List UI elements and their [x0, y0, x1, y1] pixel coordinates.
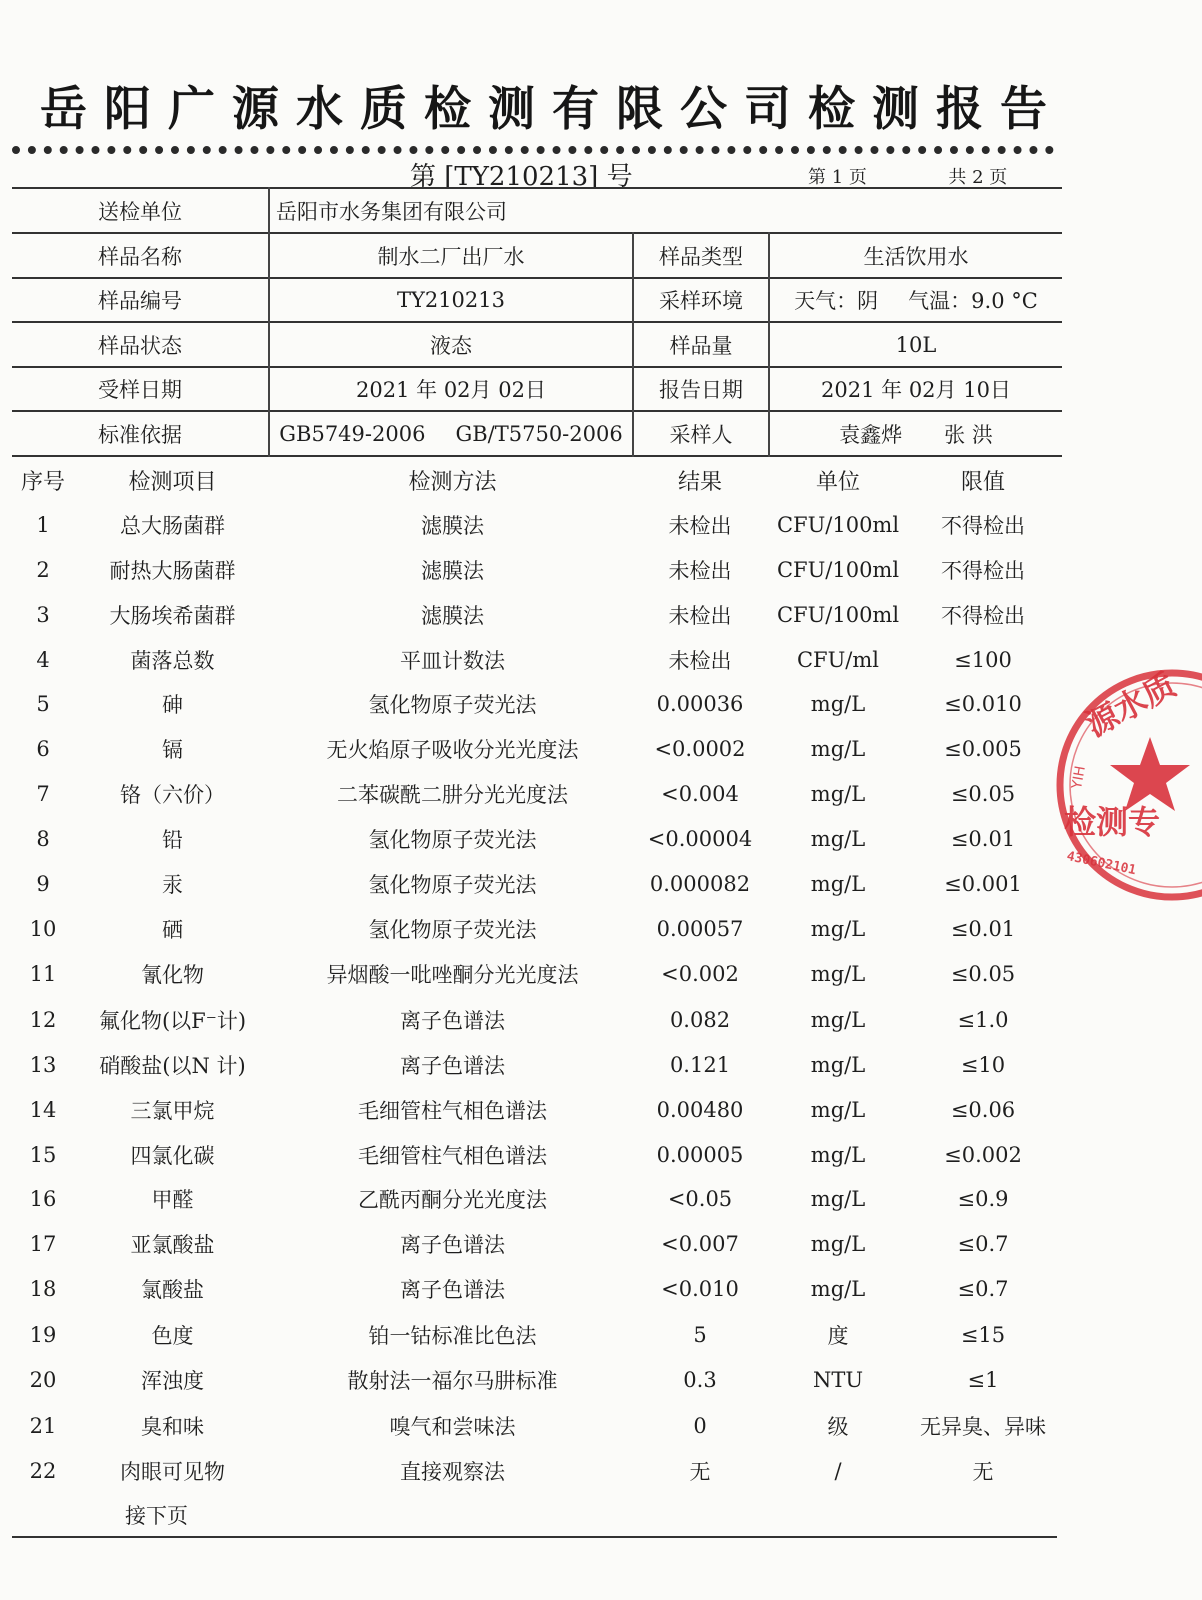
row-unit: NTU [812, 1367, 864, 1392]
sampler-value [770, 412, 1062, 455]
svg-text:源水质: 源水质 [1079, 665, 1183, 745]
row-method: 乙酰丙酮分光光度法 [358, 1187, 547, 1212]
row-result: 0.3 [683, 1367, 717, 1392]
row-method: 二苯碳酰二肼分光光度法 [337, 782, 568, 807]
row-method: 铂一钴标准比色法 [368, 1323, 537, 1348]
row-item: 亚氯酸盐 [130, 1232, 215, 1257]
page-info [808, 163, 1007, 189]
row-limit: 不得检出 [941, 603, 1025, 628]
row-result: 0.00057 [656, 916, 744, 941]
row-item: 氯酸盐 [141, 1277, 204, 1302]
table-row [0, 1176, 1163, 1221]
row-limit: ≤0.005 [944, 736, 1022, 761]
table-row [0, 1221, 1163, 1266]
row-no: 21 [29, 1413, 57, 1438]
row-item: 镉 [162, 737, 183, 762]
row-result: 0.00480 [656, 1097, 744, 1122]
row-unit: CFU/ml [796, 647, 880, 672]
row-item: 甲醛 [151, 1187, 194, 1212]
env-label: 采样环境 [659, 289, 743, 313]
continue-note: 接下页 [125, 1504, 188, 1528]
standard-label: 标准依据 [98, 422, 182, 447]
table-row [0, 906, 1163, 951]
row-unit: CFU/100ml [776, 602, 900, 627]
row-method: 直接观察法 [400, 1459, 505, 1484]
sampler-label: 采样人 [669, 422, 733, 447]
row-result: <0.010 [661, 1276, 739, 1301]
row-method: 异烟酸一吡唑酮分光光度法 [326, 962, 579, 987]
sample-no-label: 样品编号 [98, 289, 182, 313]
row-no: 1 [36, 512, 50, 537]
row-no: 15 [29, 1142, 57, 1167]
row-unit: mg/L [810, 916, 866, 941]
row-item: 四氯化碳 [130, 1143, 215, 1168]
qty-value: 10L [895, 332, 937, 357]
row-method: 平皿计数法 [400, 648, 505, 673]
row-unit: CFU/100ml [776, 512, 900, 537]
row-limit: ≤0.7 [957, 1231, 1009, 1256]
received-value: 2021 年 02月 02日 [356, 378, 546, 402]
row-limit: 无 [972, 1459, 994, 1484]
svg-text:430602101: 430602101 [1065, 848, 1138, 879]
row-result: <0.007 [661, 1231, 739, 1256]
row-no: 17 [29, 1231, 57, 1256]
table-row [0, 1448, 1163, 1493]
row-result: 5 [693, 1322, 707, 1347]
table-row [0, 592, 1163, 637]
row-result: 0.00005 [656, 1142, 744, 1167]
row-no: 14 [29, 1097, 57, 1122]
row-unit: mg/L [810, 1231, 866, 1256]
row-no: 7 [36, 781, 50, 806]
row-item: 总大肠菌群 [120, 513, 225, 538]
row-result: 0.121 [669, 1052, 731, 1077]
report-date-value: 2021 年 02月 10日 [821, 378, 1011, 402]
row-method: 无火焰原子吸收分光光度法 [326, 737, 579, 762]
row-no: 6 [36, 736, 50, 761]
row-result: 0.000082 [649, 871, 751, 896]
row-item: 铅 [162, 827, 183, 852]
table-row [0, 547, 1163, 592]
table-row [0, 1087, 1163, 1132]
bottom-divider [12, 1536, 1057, 1538]
row-method: 氢化物原子荧光法 [368, 872, 537, 897]
row-result: 0.082 [669, 1007, 731, 1032]
row-result: <0.002 [661, 961, 739, 986]
row-unit: mg/L [810, 1142, 866, 1167]
table-row [0, 1132, 1163, 1177]
row-unit: mg/L [810, 1276, 866, 1301]
svg-text:检测专: 检测专 [1064, 803, 1161, 841]
table-row [0, 1312, 1163, 1357]
row-unit: mg/L [810, 1097, 866, 1122]
table-row [0, 816, 1163, 861]
row-unit: 级 [827, 1414, 849, 1439]
sample-name-label: 样品名称 [98, 244, 182, 269]
row-method: 滤膜法 [421, 513, 484, 538]
env-value [770, 279, 1062, 321]
table-row [0, 1357, 1163, 1402]
row-result: 无 [689, 1459, 711, 1484]
row-method: 氢化物原子荧光法 [368, 827, 537, 852]
row-no: 5 [36, 691, 50, 716]
row-result: <0.00004 [647, 826, 753, 851]
env-temp: 气温：9.0 °C [908, 289, 1038, 313]
row-item: 三氯甲烷 [130, 1098, 215, 1123]
page-total: 共 2 页 [948, 167, 1008, 188]
row-result: <0.004 [661, 781, 739, 806]
row-method: 离子色谱法 [400, 1008, 505, 1033]
row-method: 滤膜法 [421, 558, 484, 583]
row-limit: ≤0.001 [944, 871, 1022, 896]
row-no: 19 [29, 1322, 57, 1347]
header-method: 检测方法 [408, 470, 497, 495]
row-limit: ≤0.06 [950, 1097, 1016, 1122]
row-result: 未检出 [668, 603, 732, 628]
row-no: 3 [36, 602, 50, 627]
row-no: 16 [29, 1186, 57, 1211]
row-no: 9 [36, 871, 50, 896]
page-current: 第 1 页 [808, 167, 867, 188]
table-row [0, 637, 1163, 682]
row-item: 肉眼可见物 [120, 1459, 225, 1484]
state-value: 液态 [430, 333, 472, 358]
row-result: <0.05 [667, 1186, 733, 1211]
row-result: <0.0002 [654, 736, 746, 761]
row-no: 2 [36, 557, 50, 582]
standard-value [270, 412, 632, 455]
row-item: 臭和味 [141, 1414, 204, 1439]
row-limit: ≤0.7 [957, 1276, 1009, 1301]
row-method: 离子色谱法 [400, 1277, 505, 1302]
row-method: 滤膜法 [421, 603, 484, 628]
state-label: 样品状态 [98, 333, 182, 358]
row-method: 嗅气和尝味法 [389, 1414, 516, 1439]
row-limit: 不得检出 [941, 513, 1025, 538]
row-method: 毛细管柱气相色谱法 [358, 1143, 547, 1168]
table-row [0, 1403, 1163, 1448]
env-weather: 天气：阴 [794, 289, 879, 313]
row-no: 20 [29, 1367, 57, 1392]
info-table-border [12, 455, 1062, 457]
row-item: 砷 [162, 692, 183, 717]
row-method: 氢化物原子荧光法 [368, 917, 537, 942]
qty-label: 样品量 [669, 333, 733, 358]
row-limit: ≤10 [960, 1052, 1006, 1077]
row-method: 散射法一福尔马肼标准 [347, 1368, 558, 1393]
row-no: 10 [29, 916, 57, 941]
row-limit: ≤0.002 [944, 1142, 1022, 1167]
table-row [0, 726, 1163, 771]
sample-type-value: 生活饮用水 [863, 244, 969, 269]
table-row [0, 1042, 1163, 1087]
client-label: 送检单位 [98, 199, 182, 224]
row-limit: ≤0.05 [950, 961, 1016, 986]
row-unit: / [834, 1458, 842, 1483]
header-unit: 单位 [815, 470, 860, 495]
row-no: 4 [36, 647, 50, 672]
row-limit: ≤15 [960, 1322, 1006, 1347]
standard-value-2: GB/T5750-2006 [455, 421, 623, 446]
sampler-2: 张 洪 [944, 422, 993, 447]
row-item: 硒 [162, 917, 183, 942]
row-unit: mg/L [810, 826, 866, 851]
table-row [0, 502, 1163, 547]
table-row [0, 1266, 1163, 1311]
table-row [0, 997, 1163, 1042]
row-result: 0 [693, 1413, 707, 1438]
results-header [0, 458, 1163, 503]
row-limit: ≤0.010 [944, 691, 1022, 716]
header-no: 序号 [20, 470, 65, 495]
row-method: 离子色谱法 [400, 1232, 505, 1257]
report-title: 岳阳广源水质检测有限公司检测报告 [40, 82, 1064, 137]
row-limit: 无异臭、异味 [920, 1414, 1046, 1439]
row-no: 13 [29, 1052, 57, 1077]
row-unit: mg/L [810, 781, 866, 806]
row-item: 汞 [162, 872, 183, 897]
row-no: 12 [29, 1007, 57, 1032]
sampler-1: 袁鑫烨 [839, 422, 903, 447]
row-method: 毛细管柱气相色谱法 [358, 1098, 547, 1123]
standard-value-1: GB5749-2006 [279, 421, 426, 446]
table-row [0, 861, 1163, 906]
row-item: 硝酸盐(以N 计) [99, 1053, 246, 1078]
row-result: 未检出 [668, 648, 732, 673]
client-value: 岳阳市水务集团有限公司 [276, 199, 507, 224]
row-limit: ≤0.9 [957, 1186, 1009, 1211]
row-limit: 不得检出 [941, 558, 1025, 583]
row-item: 氟化物(以F⁻计) [98, 1008, 247, 1033]
row-result: 未检出 [668, 513, 732, 538]
row-result: 未检出 [668, 558, 732, 583]
row-limit: ≤0.05 [950, 781, 1016, 806]
row-result: 0.00036 [656, 691, 744, 716]
header-item: 检测项目 [128, 470, 217, 495]
row-item: 菌落总数 [130, 648, 215, 673]
row-method: 离子色谱法 [400, 1053, 505, 1078]
table-row [0, 951, 1163, 996]
row-limit: ≤1.0 [957, 1007, 1009, 1032]
row-limit: ≤0.01 [950, 916, 1016, 941]
official-seal-stamp [1052, 655, 1202, 915]
row-limit: ≤100 [954, 647, 1012, 672]
row-unit: mg/L [810, 871, 866, 896]
row-item: 氰化物 [141, 962, 204, 987]
sample-no-value: TY210213 [396, 288, 506, 312]
row-unit: mg/L [810, 1186, 866, 1211]
row-unit: mg/L [810, 1052, 866, 1077]
sample-type-label: 样品类型 [659, 244, 743, 269]
row-unit: 度 [827, 1323, 849, 1348]
row-no: 22 [29, 1458, 57, 1483]
header-result: 结果 [677, 470, 722, 495]
row-limit: ≤0.01 [950, 826, 1016, 851]
row-method: 氢化物原子荧光法 [368, 692, 537, 717]
row-item: 色度 [151, 1323, 194, 1348]
row-unit: CFU/100ml [776, 557, 900, 582]
report-number: 第 [TY210213] 号 [410, 162, 633, 192]
row-item: 耐热大肠菌群 [109, 558, 236, 583]
row-unit: mg/L [810, 961, 866, 986]
row-item: 大肠埃希菌群 [109, 603, 236, 628]
row-no: 11 [29, 961, 57, 986]
row-no: 18 [29, 1276, 57, 1301]
report-date-label: 报告日期 [659, 378, 743, 402]
table-row [0, 681, 1163, 726]
row-item: 铬（六价） [120, 782, 225, 807]
row-limit: ≤1 [967, 1367, 999, 1392]
row-unit: mg/L [810, 691, 866, 716]
received-label: 受样日期 [98, 378, 182, 402]
row-unit: mg/L [810, 1007, 866, 1032]
svg-text:YIH: YIH [1069, 764, 1089, 791]
row-no: 8 [36, 826, 50, 851]
table-row [0, 771, 1163, 816]
sample-name-value: 制水二厂出厂水 [377, 244, 525, 269]
title-divider [12, 146, 1054, 154]
row-unit: mg/L [810, 736, 866, 761]
row-item: 浑浊度 [141, 1368, 204, 1393]
header-limit: 限值 [960, 470, 1005, 495]
